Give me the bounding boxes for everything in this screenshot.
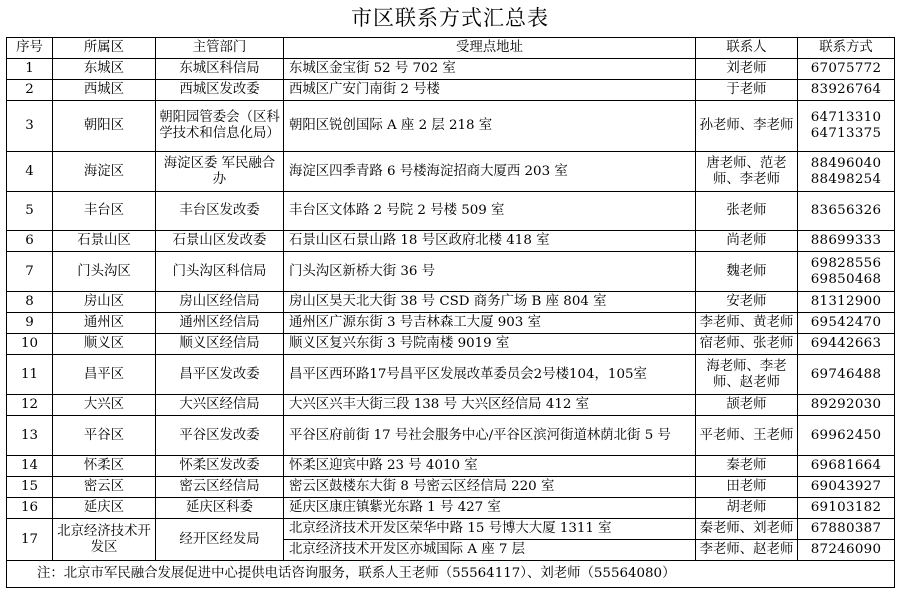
cell-address: 丰台区文体路 2 号院 2 号楼 509 室 [284,192,696,231]
cell-phone: 69442663 [798,334,895,355]
cell-address: 平谷区府前街 17 号社会服务中心/平谷区滨河街道林荫北街 5 号 [284,416,696,456]
cell-address: 朝阳区锐创国际 A 座 2 层 218 室 [284,101,696,152]
cell-no: 5 [7,192,53,231]
table-row [7,395,895,416]
cell-address: 海淀区四季青路 6 号楼海淀招商大厦西 203 室 [284,152,696,192]
cell-dept: 怀柔区发改委 [156,456,284,477]
cell-dept: 经开区经发局 [156,519,284,561]
cell-phone: 83926764 [798,80,895,101]
cell-no: 9 [7,313,53,334]
cell-address: 大兴区兴丰大街三段 138 号 大兴区经信局 412 室 [284,395,696,416]
cell-phone: 83656326 [798,192,895,231]
header-contact: 联系人 [696,38,798,59]
cell-contact: 孙老师、李老师 [696,101,798,152]
cell-district: 西城区 [53,80,156,101]
cell-phone: 81312900 [798,292,895,313]
cell-address: 密云区鼓楼东大街 8 号密云区经信局 220 室 [284,477,696,498]
cell-no: 8 [7,292,53,313]
cell-phone: 87246090 [798,540,895,561]
table-row [7,231,895,252]
cell-district: 房山区 [53,292,156,313]
table-row [7,334,895,355]
cell-no: 7 [7,252,53,292]
cell-address: 西城区广安门南街 2 号楼 [284,80,696,101]
table-row [7,192,895,231]
cell-address: 东城区金宝街 52 号 702 室 [284,59,696,80]
cell-contact: 唐老师、范老师、李老师 [696,152,798,192]
cell-contact: 海老师、李老师、赵老师 [696,355,798,395]
cell-district: 北京经济技术开发区 [53,519,156,561]
table-row [7,498,895,519]
cell-address: 顺义区复兴东街 3 号院南楼 9019 室 [284,334,696,355]
cell-dept: 密云区经信局 [156,477,284,498]
cell-dept: 大兴区经信局 [156,395,284,416]
cell-dept: 顺义区经信局 [156,334,284,355]
cell-contact: 安老师 [696,292,798,313]
cell-district: 大兴区 [53,395,156,416]
page-title: 市区联系方式汇总表 [351,6,549,30]
table-row [7,59,895,80]
cell-dept: 朝阳园管委会（区科学技术和信息化局） [156,101,284,152]
note-row [7,561,895,588]
cell-address: 北京经济技术开发区荣华中路 15 号博大大厦 1311 室 [284,519,696,540]
header-phone: 联系方式 [798,38,895,59]
cell-address: 怀柔区迎宾中路 23 号 4010 室 [284,456,696,477]
cell-contact: 张老师 [696,192,798,231]
cell-district: 朝阳区 [53,101,156,152]
cell-district: 通州区 [53,313,156,334]
cell-district: 平谷区 [53,416,156,456]
cell-no: 12 [7,395,53,416]
cell-district: 怀柔区 [53,456,156,477]
cell-dept: 丰台区发改委 [156,192,284,231]
cell-district: 延庆区 [53,498,156,519]
cell-address: 石景山区石景山路 18 号区政府北楼 418 室 [284,231,696,252]
cell-contact: 魏老师 [696,252,798,292]
table-row [7,292,895,313]
cell-contact: 平老师、王老师 [696,416,798,456]
cell-address: 门头沟区新桥大街 36 号 [284,252,696,292]
table-row [7,416,895,456]
cell-district: 昌平区 [53,355,156,395]
cell-phone: 69746488 [798,355,895,395]
cell-dept: 海淀区委 军民融合办 [156,152,284,192]
cell-phone: 69542470 [798,313,895,334]
cell-phone: 69828556 69850468 [798,252,895,292]
table-header-row [7,38,895,59]
cell-dept: 石景山区发改委 [156,231,284,252]
table-row [7,519,895,540]
cell-phone: 67880387 [798,519,895,540]
cell-phone: 69103182 [798,498,895,519]
header-address: 受理点地址 [284,38,696,59]
cell-district: 门头沟区 [53,252,156,292]
cell-address: 延庆区康庄镇紫光东路 1 号 427 室 [284,498,696,519]
cell-no: 11 [7,355,53,395]
cell-district: 东城区 [53,59,156,80]
table-row [7,355,895,395]
cell-district: 石景山区 [53,231,156,252]
cell-phone: 69681664 [798,456,895,477]
table-row [7,477,895,498]
footnote: 注：北京市军民融合发展促进中心提供电话咨询服务，联系人王老师（55564117）、刘老师（55564080） [7,561,895,588]
cell-phone: 69962450 [798,416,895,456]
cell-phone: 88496040 88498254 [798,152,895,192]
cell-contact: 刘老师 [696,59,798,80]
table-row [7,456,895,477]
cell-phone: 69043927 [798,477,895,498]
cell-contact: 李老师、黄老师 [696,313,798,334]
cell-district: 顺义区 [53,334,156,355]
table-row [7,252,895,292]
table-row [7,152,895,192]
cell-address: 房山区昊天北大街 38 号 CSD 商务广场 B 座 804 室 [284,292,696,313]
cell-address: 通州区广源东街 3 号吉林森工大厦 903 室 [284,313,696,334]
cell-no: 16 [7,498,53,519]
cell-dept: 通州区经信局 [156,313,284,334]
cell-phone: 64713310 64713375 [798,101,895,152]
cell-phone: 89292030 [798,395,895,416]
cell-contact: 尚老师 [696,231,798,252]
cell-contact: 胡老师 [696,498,798,519]
cell-phone: 67075772 [798,59,895,80]
cell-dept: 西城区发改委 [156,80,284,101]
cell-district: 丰台区 [53,192,156,231]
cell-no: 10 [7,334,53,355]
cell-district: 密云区 [53,477,156,498]
table-row [7,313,895,334]
cell-dept: 门头沟区科信局 [156,252,284,292]
table-row [7,80,895,101]
cell-no: 4 [7,152,53,192]
header-dept: 主管部门 [156,38,284,59]
cell-no: 1 [7,59,53,80]
header-no: 序号 [7,38,53,59]
cell-no: 14 [7,456,53,477]
cell-no: 13 [7,416,53,456]
cell-no: 6 [7,231,53,252]
cell-no: 3 [7,101,53,152]
cell-contact: 颉老师 [696,395,798,416]
cell-dept: 房山区经信局 [156,292,284,313]
cell-contact: 秦老师、刘老师 [696,519,798,540]
cell-dept: 平谷区发改委 [156,416,284,456]
cell-contact: 秦老师 [696,456,798,477]
cell-district: 海淀区 [53,152,156,192]
header-district: 所属区 [53,38,156,59]
cell-dept: 昌平区发改委 [156,355,284,395]
cell-no: 17 [7,519,53,561]
cell-dept: 东城区科信局 [156,59,284,80]
cell-contact: 宿老师、张老师 [696,334,798,355]
contact-table [6,37,895,588]
cell-contact: 于老师 [696,80,798,101]
cell-dept: 延庆区科委 [156,498,284,519]
cell-phone: 88699333 [798,231,895,252]
cell-no: 2 [7,80,53,101]
cell-address: 北京经济技术开发区亦城国际 A 座 7 层 [284,540,696,561]
cell-contact: 李老师、赵老师 [696,540,798,561]
cell-no: 15 [7,477,53,498]
cell-address: 昌平区西环路17号昌平区发展改革委员会2号楼104，105室 [284,355,696,395]
table-row [7,101,895,152]
cell-contact: 田老师 [696,477,798,498]
